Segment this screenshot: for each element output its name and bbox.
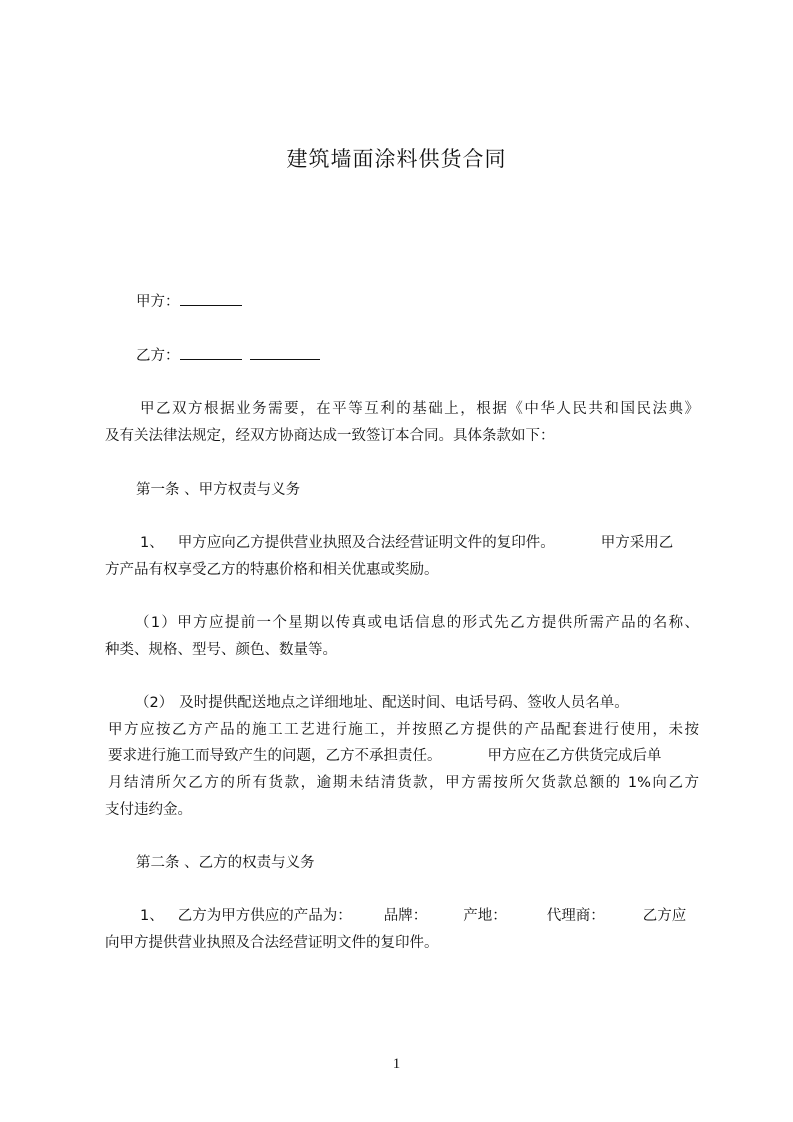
- document-title: 建筑墙面涂料供货合同: [286, 147, 507, 171]
- article-2-item-1-text-a: 乙方为甲方供应的产品为：: [177, 908, 352, 924]
- article-1-sub-2-line-5: 支付违约金。: [105, 802, 192, 818]
- article-1-item-1-number: 1、: [140, 535, 164, 551]
- article-2-origin-label: 产地：: [463, 908, 507, 924]
- article-1-sub-2-line-3-a: 要求进行施工而导致产生的问题，乙方不承担责任。: [108, 748, 442, 764]
- article-1-item-1-line-1: [140, 533, 673, 553]
- article-2-item-1-line-1: [140, 906, 686, 926]
- article-1-sub-2-text: 及时提供配送地点之详细地址、配送时间、电话号码、签收人员名单。: [179, 695, 629, 711]
- article-1-sub-2-line-2: 甲方应按乙方产品的施工工艺进行施工，并按照乙方提供的产品配套进行使用，未按: [108, 722, 699, 738]
- party-a-blank: [180, 291, 242, 306]
- article-2-agent-label: 代理商：: [546, 908, 605, 924]
- party-b-label: 乙方：: [136, 348, 180, 364]
- intro-line-1: 甲乙双方根据业务需要，在平等互利的基础上，根据《中华人民共和国民法典》: [140, 401, 699, 417]
- article-2-item-1-line-2: 向甲方提供营业执照及合法经营证明文件的复印件。: [105, 935, 439, 951]
- page-number: 1: [392, 1056, 401, 1072]
- article-2-item-1-number: 1、: [140, 908, 164, 924]
- article-1-item-1-text-b: 甲方采用乙: [600, 535, 674, 551]
- article-1-sub-2-line-3-b: 甲方应在乙方供货完成后单: [487, 748, 662, 764]
- article-2-brand-label: 品牌：: [383, 908, 428, 924]
- article-1-sub-2-line-3: [108, 746, 662, 766]
- article-2-heading: 第二条 、乙方的权责与义务: [136, 855, 315, 871]
- article-1-item-1-line-2: 方产品有权享受乙方的特惠价格和相关优惠或奖励。: [105, 562, 439, 578]
- intro-line-2: 及有关法律法规定，经双方协商达成一致签订本合同。具体条款如下：: [105, 428, 555, 444]
- article-1-sub-1-line-2: 种类、规格、型号、颜色、数量等。: [105, 642, 337, 658]
- party-b-blank-1: [180, 345, 242, 360]
- article-1-sub-1-line-1: （1）甲方应提前一个星期以传真或电话信息的形式先乙方提供所需产品的名称、: [135, 615, 699, 631]
- party-b-blank-2: [250, 345, 320, 360]
- article-1-sub-2-number: （2）: [135, 695, 174, 711]
- party-b-line: [136, 345, 320, 365]
- party-a-line: [136, 291, 242, 311]
- party-a-label: 甲方：: [136, 294, 180, 310]
- article-1-sub-2-line-1: [135, 693, 629, 713]
- article-1-heading: 第一条 、甲方权责与义务: [136, 482, 301, 498]
- article-2-item-1-text-b: 乙方应: [642, 908, 687, 924]
- article-1-item-1-text-a: 甲方应向乙方提供营业执照及合法经营证明文件的复印件。: [177, 535, 555, 551]
- article-1-sub-2-line-4: 月结清所欠乙方的所有货款，逾期未结清货款，甲方需按所欠货款总额的 1%向乙方: [108, 775, 699, 791]
